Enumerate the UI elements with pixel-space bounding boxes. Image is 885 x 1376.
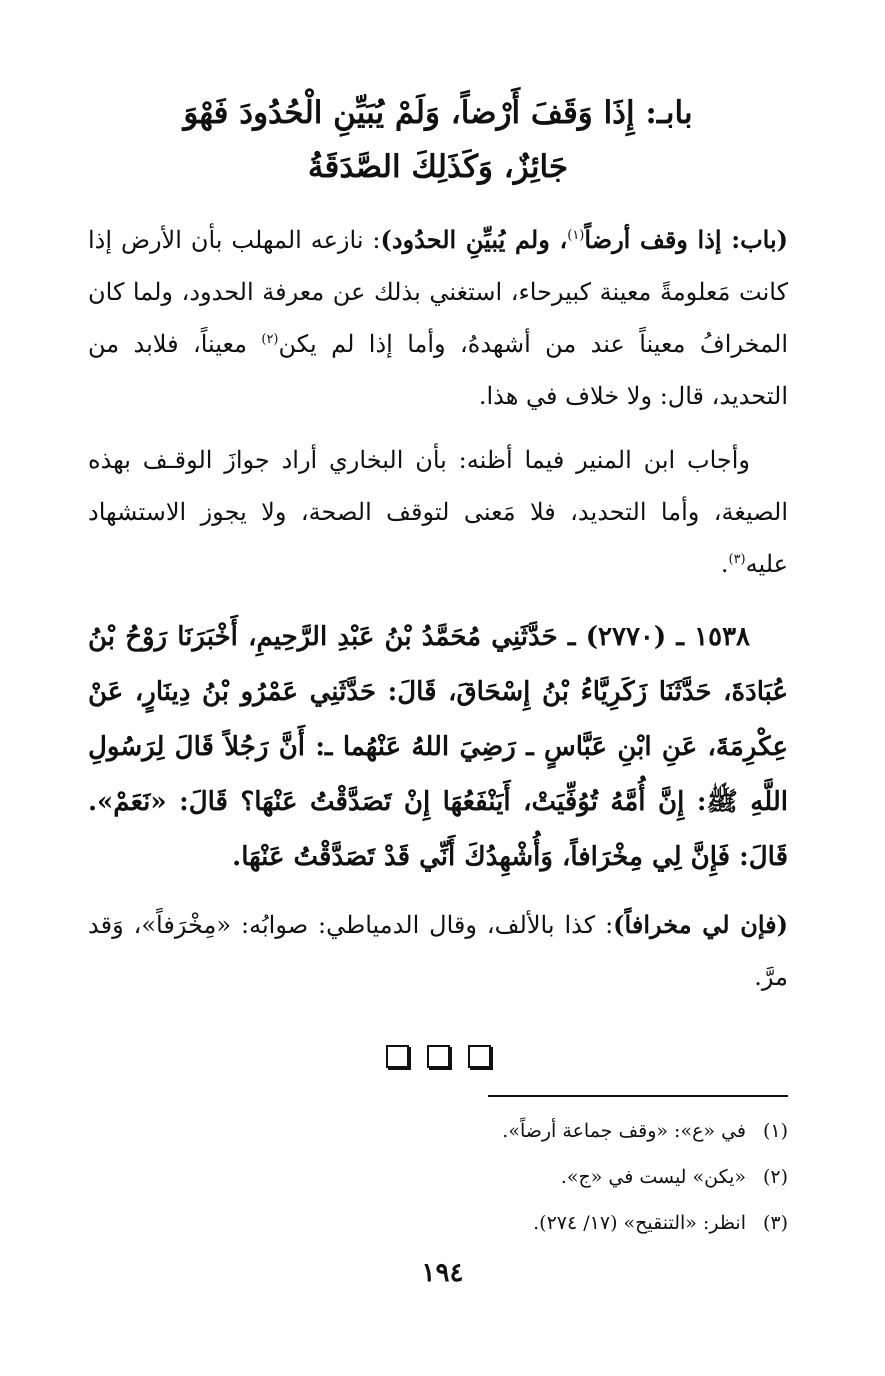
page-body <box>88 86 788 1075</box>
commentary-end: . <box>720 550 729 578</box>
footnote <box>88 1200 788 1246</box>
footnote-ref-2: (٢) <box>261 332 279 347</box>
square-ornament-icon <box>468 1045 491 1068</box>
hadith-quote: (فإن لي مخرافاً) <box>613 910 788 939</box>
chapter-title <box>88 86 788 194</box>
footnote-text: «يكن» ليست في «ج». <box>560 1166 746 1188</box>
footnotes <box>88 1108 788 1246</box>
page-number: ١٩٤ <box>421 1258 464 1288</box>
footnote-text: انظر: «التنقيح» (١٧/ ٢٧٤). <box>533 1212 746 1234</box>
footnote <box>88 1154 788 1200</box>
footnote-ref-3: (٣) <box>728 552 746 567</box>
hadith-text: ١٥٣٨ ـ (٢٧٧٠) ـ حَدَّثَنِي مُحَمَّدُ بْنُ عَبْدِ الرَّحِيمِ، أَخْبَرَنَا رَوْحُ بْنُ عُبَادَةَ، حَدَّثَنَا زَكَرِيَّاءُ بْنُ إِسْحَاقَ، قَالَ: حَدَّثَنِي عَمْرُو بْنُ دِينَارٍ، عَنْ عِكْرِمَةَ، عَنِ ابْنِ عَبَّاسٍ ـ رَضِيَ اللهُ عَنْهُما ـ: أَنَّ رَجُلاً قَالَ لِرَسُولِ اللَّهِ ﷺ: إِنَّ أُمَّهُ تُوُفِّيَتْ، أَيَنْفَعُهَا إِنْ تَصَدَّقْتُ عَنْهَا؟ قَالَ: «نَعَمْ». قَالَ: فَإِنَّ لِي مِخْرَافاً، وَأُشْهِدُكَ أَنِّي قَدْ تَصَدَّقْتُ عَنْهَا. <box>88 622 788 872</box>
footnote-number: (٢) <box>762 1166 788 1188</box>
chapter-quote-continued: ، ولم يُبيِّنِ الحدُود) <box>380 225 568 254</box>
chapter-title-line-1: بابـ: إِذَا وَقَفَ أَرْضاً، وَلَمْ يُبَيِّنِ الْحُدُودَ فَهْوَ <box>183 95 693 131</box>
commentary-paragraph-2 <box>88 434 788 590</box>
commentary-paragraph-1 <box>88 214 788 422</box>
footnote-number: (٣) <box>762 1212 788 1234</box>
square-ornament-icon <box>427 1045 450 1068</box>
commentary-text: : نازعه المهلب بأن الأرض إذا كانت مَعلومةً معينة كبيرحاء، استغني بذلك عن معرفة الحدود، ولما كان المخرافُ معيناً عند من أشهدهُ، وأما إذا لم يكن <box>88 226 788 358</box>
footnote-ref-1: (١) <box>567 228 585 243</box>
commentary-text-continued: معيناً، فلابد من التحديد، قال: ولا خلاف في هذا. <box>88 330 788 410</box>
section-divider-ornament <box>88 1045 788 1075</box>
commentary-text: وأجاب ابن المنير فيما أظنه: بأن البخاري أراد جوازَ الوقـف بهذه الصيغة، وأما التحديد، فلا مَعنى لتوقف الصحة، ولا يجوز الاستشهاد عليه <box>88 446 789 578</box>
commentary-paragraph-3 <box>88 899 788 1003</box>
chapter-title-line-2: جَائِزٌ، وَكَذَلِكَ الصَّدَقَةُ <box>307 149 569 185</box>
footnote <box>88 1108 788 1154</box>
footnote-number: (١) <box>762 1120 788 1142</box>
square-ornament-icon <box>386 1045 409 1068</box>
commentary-text: : كذا بالألف، وقال الدمياطي: صوابُه: «مِخْرَفاً»، وَقد مرَّ. <box>88 911 788 991</box>
footnote-separator <box>488 1095 788 1097</box>
chapter-quote: (باب: إذا وقف أرضاً <box>584 225 789 254</box>
footnote-text: في «ع»: «وقف جماعة أرضاً». <box>502 1120 746 1142</box>
